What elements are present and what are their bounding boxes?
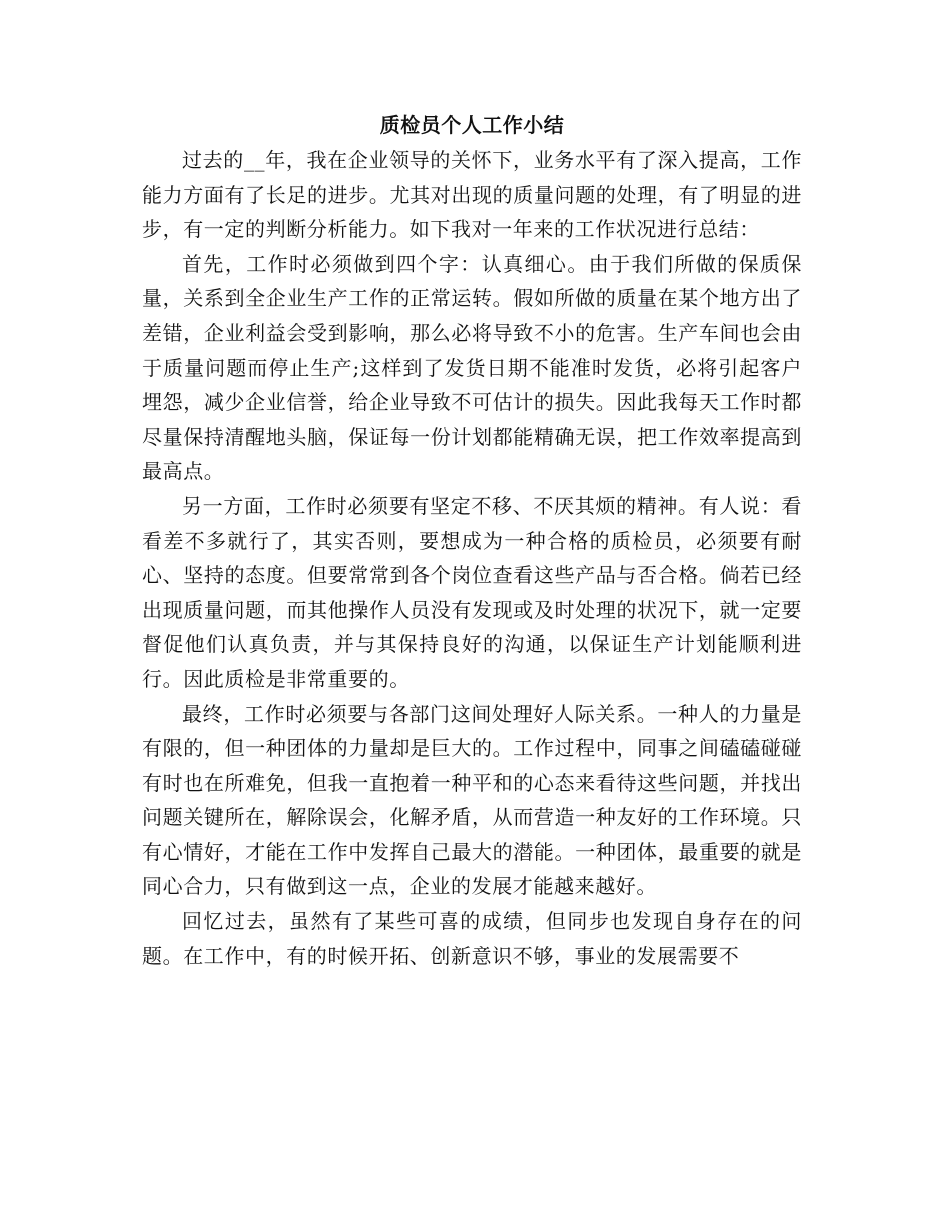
- paragraph-relationships: 最终，工作时必须要与各部门这间处理好人际关系。一种人的力量是有限的，但一种团体的力量却是巨大的。工作过程中，同事之间磕磕碰碰有时也在所难免，但我一直抱着一种平和的心态来看待这些问题，并找出问题关键所在，解除误会，化解矛盾，从而营造一种友好的工作环境。只有心情好，才能在工作中发挥自己最大的潜能。一种团体，最重要的就是同心合力，只有做到这一点，企业的发展才能越来越好。: [142, 701, 802, 899]
- paragraph-careful: 首先，工作时必须做到四个字：认真细心。由于我们所做的保质保量，关系到全企业生产工作的正常运转。假如所做的质量在某个地方出了差错，企业利益会受到影响，那么必将导致不小的危害。生产车间也会由于质量问题而停止生产;这样到了发货日期不能准时发货，必将引起客户埋怨，减少企业信誉，给企业导致不可估计的损失。因此我每天工作时都尽量保持清醒地头脑，保证每一份计划都能精确无误，把工作效率提高到最高点。: [142, 251, 802, 484]
- paragraph-perseverance: 另一方面，工作时必须要有坚定不移、不厌其烦的精神。有人说：看看差不多就行了，其实否则，要想成为一种合格的质检员，必须要有耐心、坚持的态度。但要常常到各个岗位查看这些产品与否合格。倘若已经出现质量问题，而其他操作人员没有发现或及时处理的状况下，就一定要督促他们认真负责，并与其保持良好的沟通，以保证生产计划能顺利进行。因此质检是非常重要的。: [142, 493, 802, 691]
- paragraph-intro: 过去的__年，我在企业领导的关怀下，业务水平有了深入提高，工作能力方面有了长足的进步。尤其对出现的质量问题的处理，有了明显的进步，有一定的判断分析能力。如下我对一年来的工作状况进行总结：: [142, 148, 802, 242]
- document-page: [142, 110, 802, 973]
- document-title: 质检员个人工作小结: [379, 113, 565, 137]
- paragraph-review: 回忆过去，虽然有了某些可喜的成绩，但同步也发现自身存在的问题。在工作中，有的时候开拓、创新意识不够，事业的发展需要不: [142, 909, 802, 968]
